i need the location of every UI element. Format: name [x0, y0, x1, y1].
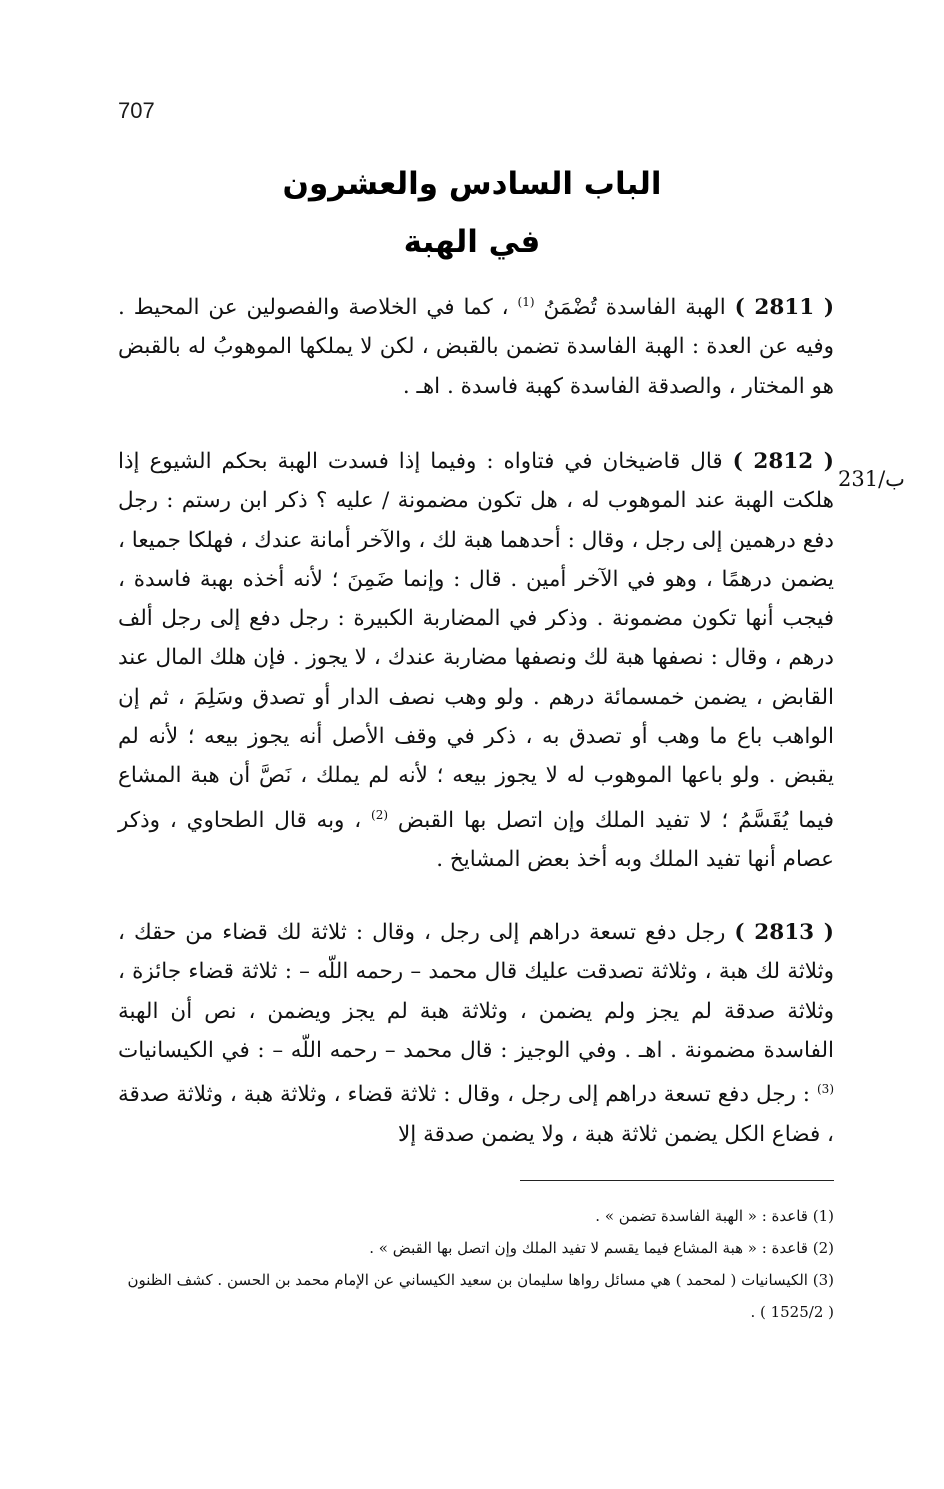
paragraph-number: ( 2811 ): [734, 295, 834, 321]
paragraph-number: ( 2812 ): [732, 449, 834, 474]
footnote-2: (2) قاعدة : « هبة المشاع فيما يقسم لا تفيد الملك وإن اتصل بها القبض » .: [369, 1239, 834, 1257]
paragraph-text: الهبة الفاسدة تُضْمَنُ: [534, 295, 735, 321]
footnote-3: (3) الكيسانيات ( لمحمد ) هي مسائل رواها سليمان بن سعيد الكيساني عن الإمام محمد بن الحسن . كشف الظنون ( 1525/2 ) .: [127, 1271, 834, 1321]
footnote-reference[interactable]: (1): [517, 295, 535, 309]
paragraph-text: ، كما في الخلاصة والفصولين عن المحيط . وفيه عن العدة : الهبة الفاسدة تضمن بالقبض ، لكن لا يملكها الموهوبُ له بالقبض هو المختار ، والصدقة الفاسدة كهبة فاسدة . اهـ .: [118, 295, 834, 399]
paragraph-text: ، وبه قال الطحاوي ، وذكر عصام أنها تفيد الملك وبه أخذ بعض المشايخ .: [118, 807, 834, 873]
footnote-reference[interactable]: (3): [816, 1082, 834, 1097]
paragraph-text: رجل دفع تسعة دراهم إلى رجل ، وقال : ثلاثة لك قضاء من حقك ، وثلاثة لك هبة ، وثلاثة تصدقت عليك قال محمد – رحمه اللّه – : ثلاثة قضاء جائزة ، وثلاثة صدقة لم يجز ولم يضمن ، وثلاثة هبة لم يجز ويضمن ، نص أن الهبة الفاسدة مضمونة . اهـ . وفي الوجيز : قال محمد – رحمه اللّه – : في الكيسانيات: [118, 920, 834, 1063]
paragraph-text: : رجل دفع تسعة دراهم إلى رجل ، وقال : ثلاثة قضاء ، وثلاثة هبة ، وثلاثة صدقة ، فضاع الكل يضمن ثلاثة هبة ، ولا يضمن صدقة إلا: [118, 1082, 834, 1147]
paragraph-number: ( 2813 ): [734, 920, 834, 945]
page-number: 707: [118, 98, 155, 123]
chapter-subtitle: في الهبة: [403, 224, 541, 260]
footnotes: [118, 1200, 834, 1328]
footnote-1: (1) قاعدة : « الهبة الفاسدة تضمن » .: [595, 1207, 834, 1225]
paragraph-2811: [118, 283, 834, 411]
chapter-title: الباب السادس والعشرون: [282, 166, 662, 202]
paragraph-text: قال قاضيخان في فتاواه : وفيما إذا فسدت الهبة بحكم الشيوع إذا هلكت الهبة عند الموهوب له ، هل تكون مضمونة / عليه ؟ ذكر ابن رستم : رجل دفع درهمين إلى رجل ، وقال : أحدهما هبة لك ، والآخر أمانة عندك ، فهلكا جميعا ، يضمن درهمًا ، وهو في الآخر أمين . قال : وإنما ضَمِنَ ؛ لأنه أخذه بهبة فاسدة ، فيجب أنها تكون مضمونة . وذكر في المضاربة الكبيرة : رجل دفع إلى رجل ألف درهم ، وقال : نصفها هبة لك ونصفها مضاربة عندك ، لا يجوز . فإن هلك المال عند القابض ، يضمن خمسمائة درهم . ولو وهب نصف الدار أو تصدق وسَلِمَ ، ثم إن الواهب باع ما وهب أو تصدق به ، ذكر في وقف الأصل أنه يجوز بيعه ؛ لأنه لم يقبض . ولو باعها الموهوب له لا يجوز بيعه ؛ لأنه لم يملك ، نَصَّ أن هبة المشاع فيما يُقَسَّمُ ؛ لا تفيد الملك وإن اتصل بها القبض: [118, 449, 834, 833]
footnote-divider: [520, 1180, 834, 1181]
margin-folio-note: 231/ب: [838, 467, 905, 491]
footnote-reference[interactable]: (2): [371, 807, 389, 822]
paragraph-2813: [118, 913, 834, 1159]
paragraph-2812: [118, 442, 834, 884]
